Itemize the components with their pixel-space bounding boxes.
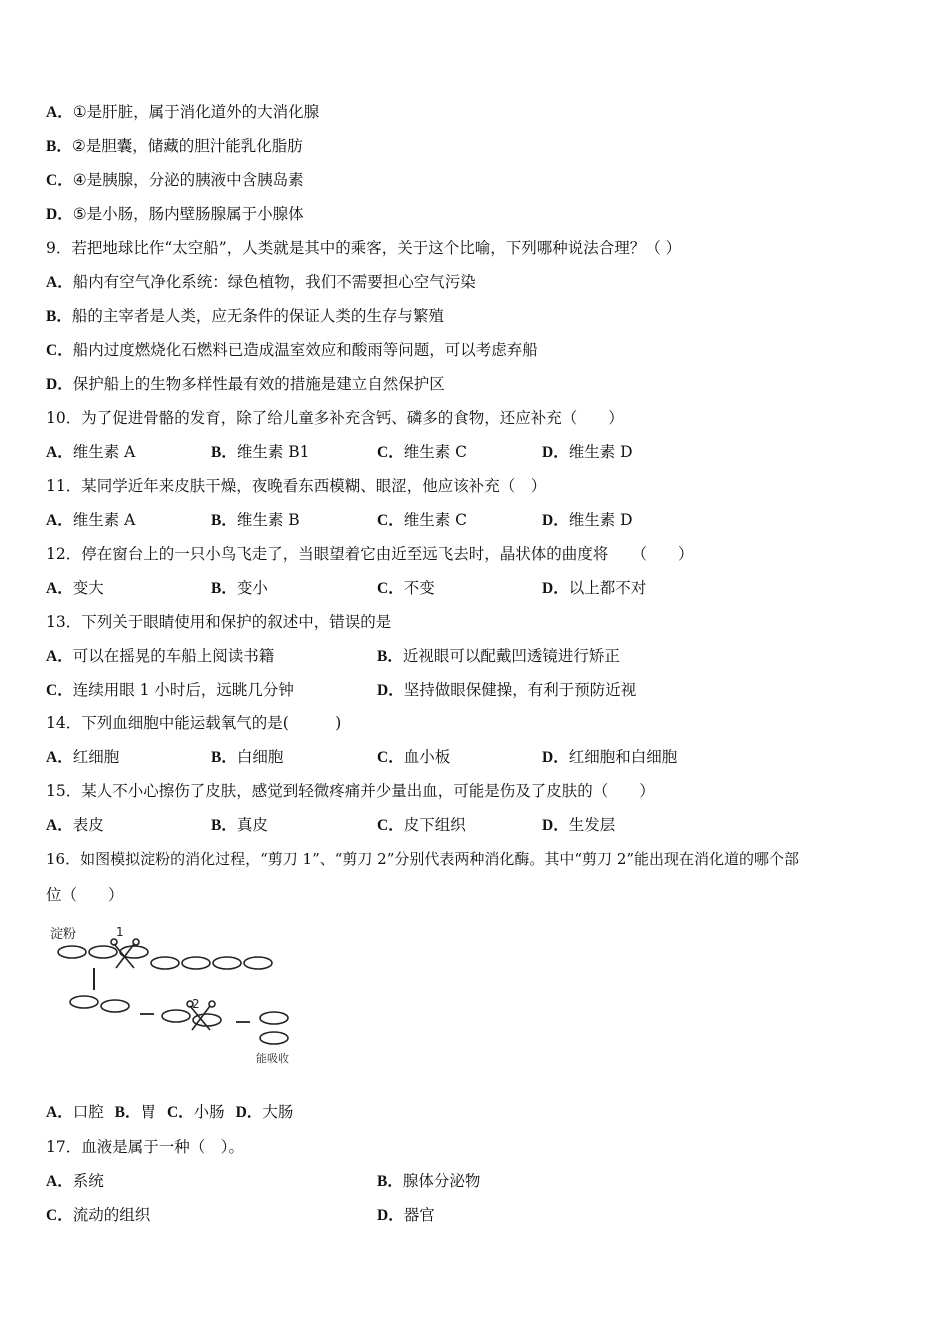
chain-link <box>213 957 241 969</box>
q9-option-b: B．船的主宰者是人类，应无条件的保证人类的生存与繁殖 <box>46 307 444 325</box>
q17-stem: 17．血液是属于一种（ ）。 <box>46 1138 244 1156</box>
q16-stem-line2: 位（ ） <box>46 886 124 904</box>
q14-stem: 14．下列血细胞中能运载氧气的是( ) <box>46 714 342 732</box>
q11-option-c: C．维生素 C <box>377 511 467 529</box>
q10-stem: 10．为了促进骨骼的发育，除了给儿童多补充含钙、磷多的食物，还应补充（ ） <box>46 409 624 427</box>
q17-option-b: B．腺体分泌物 <box>377 1172 481 1190</box>
q8-option-b: B．②是胆囊，储藏的胆汁能乳化脂肪 <box>46 137 303 155</box>
q8-option-c: C．④是胰腺，分泌的胰液中含胰岛素 <box>46 171 304 189</box>
q11-option-d: D．维生素 D <box>542 511 633 529</box>
q14-option-d: D．红细胞和白细胞 <box>542 748 678 766</box>
q16-options: A．口腔 B．胃 C．小肠 D．大肠 <box>46 1103 294 1121</box>
chain-link <box>151 957 179 969</box>
q11-stem: 11．某同学近年来皮肤干燥，夜晚看东西模糊、眼涩，他应该补充（ ） <box>46 477 547 495</box>
q11-option-a: A．维生素 A <box>46 511 136 529</box>
q13-option-c: C．连续用眼 1 小时后，远眺几分钟 <box>46 681 294 699</box>
q8-option-a: A．①是肝脏，属于消化道外的大消化腺 <box>46 103 320 121</box>
starch-chain-diagram <box>50 922 310 1072</box>
q14-option-c: C．血小板 <box>377 748 451 766</box>
starch-label: 淀粉 <box>50 927 77 942</box>
q17-option-a: A．系统 <box>46 1172 104 1190</box>
chain-link <box>260 1032 288 1044</box>
q10-option-c: C．维生素 C <box>377 443 467 461</box>
q9-stem: 9．若把地球比作“太空船”，人类就是其中的乘客，关于这个比喻，下列哪种说法合理？（ ） <box>46 239 682 257</box>
q16-stem-line1: 16．如图模拟淀粉的消化过程，“剪刀 1”、“剪刀 2”分别代表两种消化酶。其中“剪刀 2”能出现在消化道的哪个部 <box>46 850 800 868</box>
scissors-2-label: 2 <box>192 997 200 1011</box>
q12-option-a: A．变大 <box>46 579 104 597</box>
q13-option-b: B．近视眼可以配戴凹透镜进行矫正 <box>377 647 620 665</box>
q13-option-d: D．坚持做眼保健操，有利于预防近视 <box>377 681 637 699</box>
q17-option-c: C．流动的组织 <box>46 1206 151 1224</box>
chain-link <box>260 1012 288 1024</box>
q8-option-d: D．⑤是小肠，肠内壁肠腺属于小腺体 <box>46 205 304 223</box>
bottom-chain <box>70 996 288 1044</box>
q10-option-d: D．维生素 D <box>542 443 633 461</box>
q15-stem: 15．某人不小心擦伤了皮肤，感觉到轻微疼痛并少量出血，可能是伤及了皮肤的（ ） <box>46 782 655 800</box>
q12-option-c: C．不变 <box>377 579 435 597</box>
q17-option-d: D．器官 <box>377 1206 435 1224</box>
q9-option-c: C．船内过度燃烧化石燃料已造成温室效应和酸雨等问题，可以考虑弃船 <box>46 341 538 359</box>
absorbable-label: 能吸收 <box>256 1052 289 1065</box>
q12-stem: 12．停在窗台上的一只小鸟飞走了，当眼望着它由近至远飞去时，晶状体的曲度将 （ ） <box>46 545 694 563</box>
q12-option-b: B．变小 <box>211 579 268 597</box>
chain-link <box>244 957 272 969</box>
q15-option-d: D．生发层 <box>542 816 616 834</box>
starch-digestion-figure <box>50 922 310 1072</box>
q15-option-b: B．真皮 <box>211 816 268 834</box>
q14-option-b: B．白细胞 <box>211 748 284 766</box>
q10-option-a: A．维生素 A <box>46 443 136 461</box>
q9-option-d: D．保护船上的生物多样性最有效的措施是建立自然保护区 <box>46 375 445 393</box>
chain-link <box>162 1010 190 1022</box>
q11-option-b: B．维生素 B <box>211 511 300 529</box>
chain-link <box>58 946 86 958</box>
chain-link <box>89 946 117 958</box>
top-chain <box>58 946 272 969</box>
chain-link <box>70 996 98 1008</box>
scissors-1-label: 1 <box>116 925 124 939</box>
q9-option-a: A．船内有空气净化系统：绿色植物，我们不需要担心空气污染 <box>46 273 476 291</box>
scissors-1-icon <box>111 939 139 968</box>
chain-link <box>182 957 210 969</box>
q15-option-c: C．皮下组织 <box>377 816 466 834</box>
q13-option-a: A．可以在摇晃的车船上阅读书籍 <box>46 647 275 665</box>
q10-option-b: B．维生素 B1 <box>211 443 310 461</box>
q13-stem: 13．下列关于眼睛使用和保护的叙述中，错误的是 <box>46 613 392 631</box>
chain-link <box>101 1000 129 1012</box>
q15-option-a: A．表皮 <box>46 816 104 834</box>
q12-option-d: D．以上都不对 <box>542 579 647 597</box>
q14-option-a: A．红细胞 <box>46 748 120 766</box>
